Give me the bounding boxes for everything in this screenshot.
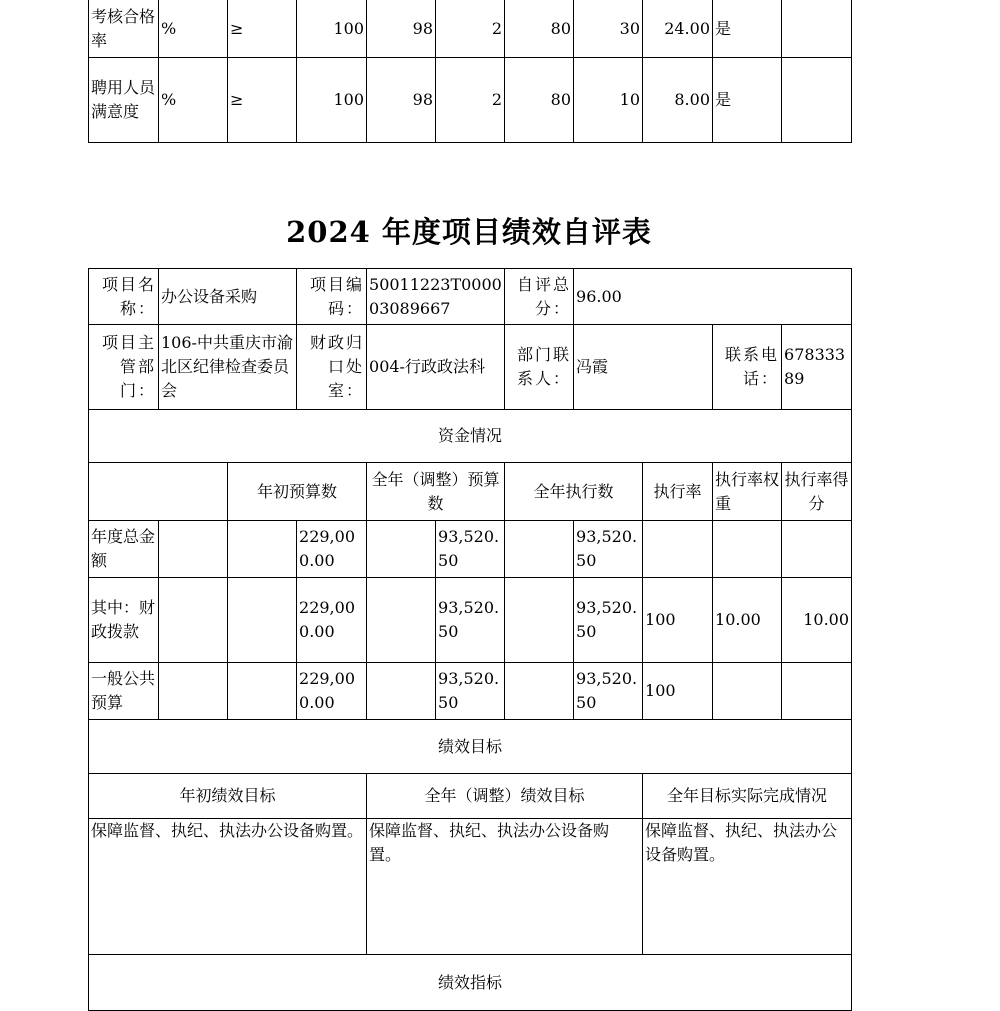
- header-score: 执行率得分: [782, 463, 852, 521]
- adjusted-goal: 保障监督、执纪、执法办公设备购置。: [367, 819, 643, 955]
- goals-section-header: 绩效目标: [89, 720, 852, 774]
- total-score-label: 自评总分：: [505, 269, 574, 325]
- target: 100: [297, 0, 367, 58]
- funds-section-header: 资金情况: [89, 410, 852, 463]
- empty-cell: [367, 663, 436, 720]
- table-row: [89, 463, 852, 521]
- empty-cell: [228, 578, 297, 663]
- deviation: 2: [436, 58, 505, 143]
- project-code: 50011223T000003089667: [367, 269, 505, 325]
- executed: 93,520.50: [574, 663, 643, 720]
- dept: 106-中共重庆市渝北区纪律检查委员会: [159, 325, 297, 410]
- empty-cell: [228, 521, 297, 578]
- table-row: [89, 720, 852, 774]
- score: 10.00: [782, 578, 852, 663]
- header-adjusted-budget: 全年（调整）预算数: [367, 463, 505, 521]
- header-actual-completion: 全年目标实际完成情况: [643, 774, 852, 819]
- completed: 是: [713, 58, 782, 143]
- empty-cell: [159, 521, 228, 578]
- rate: 100: [643, 578, 713, 663]
- page-title: 2024 年度项目绩效自评表: [286, 215, 652, 249]
- empty-cell: [367, 521, 436, 578]
- actual-completion: 保障监督、执纪、执法办公设备购置。: [643, 819, 852, 955]
- empty-cell: [228, 663, 297, 720]
- header-initial-budget: 年初预算数: [228, 463, 367, 521]
- score: [782, 663, 852, 720]
- rate: 100: [643, 663, 713, 720]
- empty-cell: [367, 578, 436, 663]
- completed: 是: [713, 0, 782, 58]
- empty-cell: [505, 521, 574, 578]
- empty-cell: [159, 663, 228, 720]
- row-label: 一般公共预算: [89, 663, 159, 720]
- weight: 10.00: [713, 578, 782, 663]
- project-code-label: 项目编码：: [297, 269, 367, 325]
- row-label: 年度总金额: [89, 521, 159, 578]
- rate: [643, 521, 713, 578]
- adjusted-budget: 93,520.50: [436, 663, 505, 720]
- table-row: [89, 774, 852, 819]
- actual: 98: [367, 58, 436, 143]
- table-row: [89, 955, 852, 1011]
- executed: 93,520.50: [574, 521, 643, 578]
- header-rate: 执行率: [643, 463, 713, 521]
- total-score: 96.00: [574, 269, 852, 325]
- adjusted-budget: 93,520.50: [436, 578, 505, 663]
- table-row: [89, 410, 852, 463]
- header-executed: 全年执行数: [505, 463, 643, 521]
- table-row: [89, 0, 852, 58]
- indicators-section-header: 绩效指标: [89, 955, 852, 1011]
- table-row: [89, 58, 852, 143]
- rate: 80: [505, 58, 574, 143]
- empty-cell: [505, 578, 574, 663]
- contact-label: 部门联系人：: [505, 325, 574, 410]
- header-adjusted-goal: 全年（调整）绩效目标: [367, 774, 643, 819]
- header-initial-goal: 年初绩效目标: [89, 774, 367, 819]
- note: [782, 58, 852, 143]
- score: 8.00: [643, 58, 713, 143]
- rate: 80: [505, 0, 574, 58]
- indicator-name: 考核合格率: [89, 0, 159, 58]
- dept-label: 项目主管部门：: [89, 325, 159, 410]
- adjusted-budget: 93,520.50: [436, 521, 505, 578]
- header-weight: 执行率权重: [713, 463, 782, 521]
- note: [782, 0, 852, 58]
- table-row: [89, 578, 852, 663]
- phone: 67833389: [782, 325, 852, 410]
- initial-budget: 229,000.00: [297, 521, 367, 578]
- phone-label: 联系电话：: [713, 325, 782, 410]
- table-row: [89, 325, 852, 410]
- table-row: [89, 269, 852, 325]
- unit: %: [159, 0, 228, 58]
- table-row: [89, 819, 852, 955]
- weight: 30: [574, 0, 643, 58]
- finance-office: 004-行政政法科: [367, 325, 505, 410]
- table-row: [89, 663, 852, 720]
- contact: 冯霞: [574, 325, 713, 410]
- empty-cell: [89, 463, 228, 521]
- score: [782, 521, 852, 578]
- operator: ≥: [228, 58, 297, 143]
- deviation: 2: [436, 0, 505, 58]
- empty-cell: [505, 663, 574, 720]
- project-name: 办公设备采购: [159, 269, 297, 325]
- initial-budget: 229,000.00: [297, 578, 367, 663]
- project-name-label: 项目名称：: [89, 269, 159, 325]
- finance-label: 财政归口处室：: [297, 325, 367, 410]
- empty-cell: [159, 578, 228, 663]
- unit: %: [159, 58, 228, 143]
- initial-goal: 保障监督、执纪、执法办公设备购置。: [89, 819, 367, 955]
- table-row: [89, 521, 852, 578]
- previous-indicator-table: [88, 0, 852, 143]
- actual: 98: [367, 0, 436, 58]
- initial-budget: 229,000.00: [297, 663, 367, 720]
- weight: 10: [574, 58, 643, 143]
- executed: 93,520.50: [574, 578, 643, 663]
- self-evaluation-table: [88, 268, 852, 1011]
- operator: ≥: [228, 0, 297, 58]
- weight: [713, 521, 782, 578]
- target: 100: [297, 58, 367, 143]
- indicator-name: 聘用人员满意度: [89, 58, 159, 143]
- row-label: 其中：财政拨款: [89, 578, 159, 663]
- score: 24.00: [643, 0, 713, 58]
- weight: [713, 663, 782, 720]
